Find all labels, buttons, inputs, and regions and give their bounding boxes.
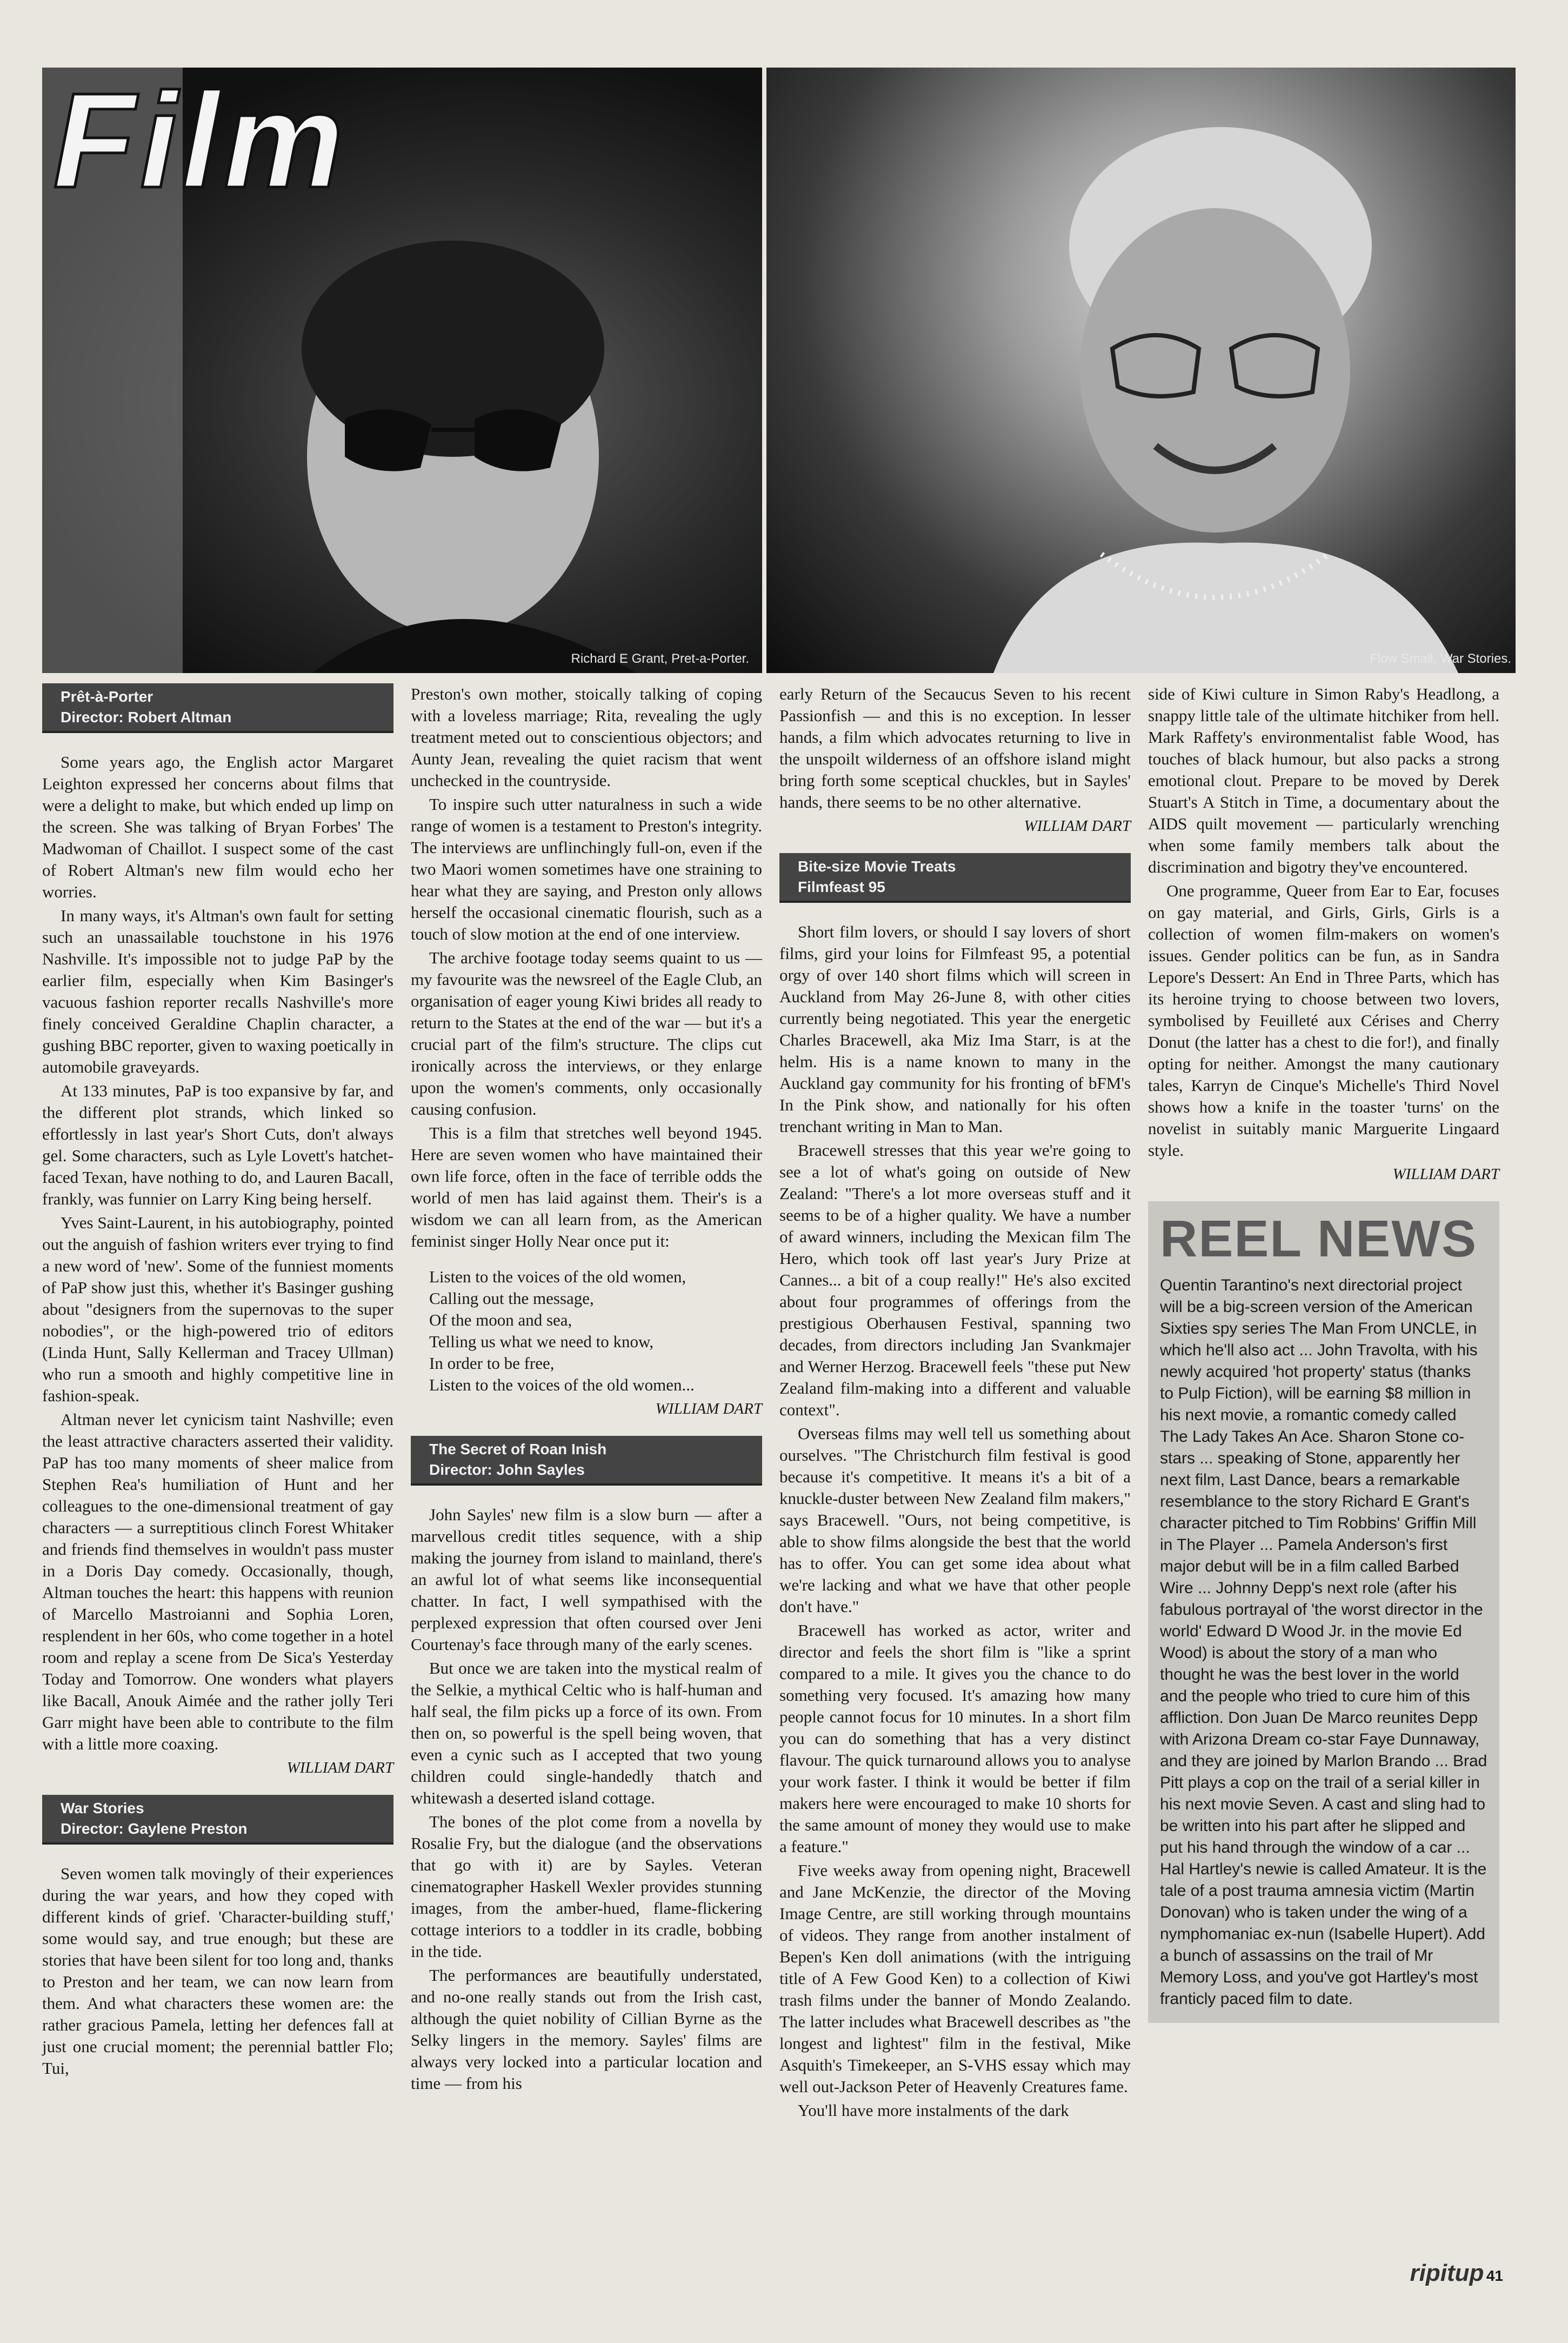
portrait-smiling-woman — [766, 68, 1516, 673]
reel-news-box — [1148, 1201, 1499, 2023]
paragraph: Short film lovers, or should I say lovers of short films, gird your loins for Filmfeast 95, a potential orgy of over 140 short films which will screen in Auckland from May 26-June 8, with other cities currently being negotiated. This year the energetic Charles Bracewell, aka Miz Ima Starr, is at the helm. His is a name known to many in the Auckland gay community for his fronting of bFM's In the Pink show, and nationally for his often trenchant writing in Man to Man. — [779, 922, 1131, 1136]
byline: WILLIAM DART — [1024, 817, 1131, 835]
photo-flow-small — [766, 68, 1516, 673]
right-photo-caption: Flow Small, War Stories. — [1370, 651, 1511, 666]
paragraph: This is a film that stretches well beyond 1945. Here are seven women who have maintained their own life force, often in the face of terrible odds the world of men has laid against them. Their's is a wisdom we can all learn from, as the American feminist singer Holly Near once put it: — [411, 1123, 762, 1250]
paragraph: The bones of the plot come from a novella by Rosalie Fry, but the dialogue (and the observations that go with it) are by Sayles. Veteran cinematographer Haskell Wexler provides stunning images, from the amber-hued, flame-flickering cottage interiors to a toddler in its cradle, bobbing in the tide. — [411, 1812, 762, 1961]
paragraph: But once we are taken into the mystical realm of the Selkie, a mythical Celtic who is half-human and half seal, the film picks up a force of its own. From then on, so powerful is the spell being woven, that even a cynic such as I accepted that two young children could single-handedly thatch and whitewash a deserted island cottage. — [411, 1659, 762, 1807]
paragraph: In many ways, it's Altman's own fault for setting such an unassailable touchstone in his 1976 Nashville. It's impossible not to judge PaP by the earlier film, especially when Kim Basinger's vacuous fashion reporter recalls Nashville's more finely conceived Geraldine Chaplin character, a gushing BBC reporter, given to waxing poetically in automobile graveyards. — [42, 906, 393, 1076]
review-header-war-stories — [42, 1795, 393, 1845]
page-number: 41 — [1486, 2267, 1503, 2284]
byline: WILLIAM DART — [1392, 1166, 1499, 1183]
review-title: Prêt-à-Porter — [61, 688, 154, 705]
paragraph: Five weeks away from opening night, Bracewell and Jane McKenzie, the director of the Moving Image Centre, are still working through mountains of videos. They range from another instalment of Bepen's Ken doll animations (with the intriguing title of A Few Good Ken) to a collection of Kiwi trash films under the banner of Mondo Zealando. The latter includes what Bracewell describes as "the longest and lightest" film in the festival, Mike Asquith's Timekeeper, an S-VHS essay which may well out-Jackson Peter of Heavenly Creatures fame. — [779, 1861, 1131, 2096]
poem — [429, 1266, 762, 1396]
paragraph: To inspire such utter naturalness in such a wide range of women is a testament to Preston's integrity. The interviews are unflinchingly full-on, even if the two Maori women sometimes have one straining to hear what they are saying, and Preston only allows herself the occasional cinematic flourish, such as a touch of slow motion at the end of one interview. — [411, 795, 762, 943]
paragraph: Some years ago, the English actor Margaret Leighton expressed her concerns about films that were a delight to make, but which ended up limp on the screen. She was talking of Bryan Forbes' The Madwoman of Chaillot. I suspect some of the cast of Robert Altman's new film would echo her worries. — [42, 753, 393, 901]
review-title: War Stories — [61, 1800, 144, 1816]
review-director: Director: Gaylene Preston — [61, 1820, 248, 1837]
reel-news-text: Quentin Tarantino's next directorial project will be a big-screen version of the American Sixties spy series The Man From UNCLE, in which he'll also act ... John Travolta, with his newly acquired 'hot property' status (thanks to Pulp Fiction), will be earning $8 million in his next movie, a romantic comedy called The Lady Takes An Ace. Sharon Stone co-stars ... speaking of Stone, apparently her next film, Last Dance, bears a remarkable resemblance to the story Richard E Grant's character pitched to Tim Robbins' Griffin Mill in The Player ... Pamela Anderson's first major debut will be in a film called Barbed Wire ... Johnny Depp's next role (after his fabulous portrayal of 'the worst director in the world' Edward D Wood Jr. in the movie Ed Wood) is about the story of a man who thought he was the best lover in the world and the people who tried to cure him of this affliction. Don Juan De Marco reunites Depp with Arizona Dream co-star Faye Dunnaway, and they are joined by Marlon Brando ... Brad Pitt plays a cop on the trail of a serial killer in his next movie Seven. A cast and sling had to be written into his part after he slipped and put his hand through the window of a car ... Hal Hartley's newie is called Amateur. It is the tale of a post trauma amnesia victim (Martin Donovan) who is taken under the wing of a nymphomaniac ex-nun (Isabelle Hupert). Add a bunch of assassins on the trail of Mr Memory Loss, and you've got Hartley's most franticly paced film to date. — [1160, 1276, 1487, 2008]
column-4 — [1148, 683, 1499, 2023]
section-title: Film — [53, 68, 348, 216]
paragraph: Altman never let cynicism taint Nashville; even the least attractive characters asserted their validity. PaP has too many moments of sheer malice from Stephen Rea's humiliation of Hunt and her colleagues to the one-dimensional treatment of gay characters — a surreptitious clinch Forest Whitaker and friends find themselves in wouldn't pass muster in a Doris Day comedy. Occasionally, though, Altman touches the heart: this happens with reunion of Marcello Mastroianni and Sophia Loren, resplendent in her 60s, who come together in a hotel room and replay a scene from De Sica's Yesterday Today and Tomorrow. One wonders what players like Bacall, Anouk Aimée and the rather jolly Teri Garr might have been able to contribute to the film with a little more coaxing. — [42, 1410, 393, 1753]
paragraph: Bracewell has worked as actor, writer and director and feels the short film is "like a sprint compared to a mile. It gives you the chance to do something very focused. It's amazing how many people cannot focus for 10 minutes. In a short film you can do something that has a very distinct flavour. The quick turnaround allows you to analyse your work faster. I think it would be better if film makers here were encouraged to make 10 shorts for the same amount of money they would use to make a feature." — [779, 1621, 1131, 1856]
feature-header-filmfeast — [779, 853, 1131, 903]
byline: WILLIAM DART — [655, 1400, 762, 1417]
poem-line: Of the moon and sea, — [429, 1310, 572, 1329]
paragraph: One programme, Queer from Ear to Ear, focuses on gay material, and Girls, Girls, Girls is a collection of women film-makers on women's issues. Gender politics can be fun, as in Sandra Lepore's Dessert: An End in Three Parts, which has its heroine trying to choose between two lovers, symbolised by Feuilleté aux Cérises and Cherry Donut (the latter has a chest to die for!), and finally opting for neither. Amongst the many cautionary tales, Karryn de Cinque's Michelle's Third Novel shows how a knife in the toaster 'turns' on the novelist in suitably manic Marguerite Lingaard style. — [1148, 881, 1499, 1160]
column-1 — [42, 683, 393, 2081]
paragraph: The archive footage today seems quaint to us — my favourite was the newsreel of the Eagle Club, an organisation of eager young Kiwi brides all ready to return to the States at the end of the war — but it's a crucial part of the film's structure. The clips cut ironically across the interviews, or they enlarge upon the women's comments, only occasionally causing confusion. — [411, 948, 762, 1119]
poem-line: In order to be free, — [429, 1354, 555, 1373]
review-director: Director: Robert Altman — [61, 709, 232, 725]
photo-banner — [42, 68, 1516, 673]
byline: WILLIAM DART — [286, 1759, 393, 1776]
poem-line: Listen to the voices of the old women, — [429, 1267, 686, 1286]
poem-line: Telling us what we need to know, — [429, 1332, 654, 1351]
poem-line: Calling out the message, — [429, 1289, 594, 1308]
page-footer — [1410, 2260, 1503, 2287]
column-2 — [411, 683, 762, 2096]
column-3 — [779, 683, 1131, 2124]
paragraph: You'll have more instalments of the dark — [798, 2101, 1069, 2120]
review-title: The Secret of Roan Inish — [429, 1441, 607, 1457]
review-director: Director: John Sayles — [429, 1461, 585, 1478]
paragraph: John Sayles' new film is a slow burn — after a marvellous credit titles sequence, with a ship making the journey from island to mainland, there's an awful lot of what seems like inconsequential chatter. In fact, I well sympathised with the perplexed expression that often coursed over Jeni Courtenay's face through many of the early scenes. — [411, 1505, 762, 1654]
review-header-pret-a-porter — [42, 683, 393, 733]
left-photo-caption: Richard E Grant, Pret-a-Porter. — [571, 651, 749, 666]
feature-subtitle: Filmfeast 95 — [798, 878, 885, 895]
paragraph: At 133 minutes, PaP is too expansive by far, and the different plot strands, which linked so effortlessly in last year's Short Cuts, don't always gel. Some characters, such as Lyle Lovett's hatchet-faced Texan, have nothing to do, and Lauren Bacall, frankly, was funnier on Larry King being herself. — [42, 1081, 393, 1208]
photo-richard-e-grant — [42, 68, 762, 673]
review-header-roan-inish — [411, 1436, 762, 1486]
paragraph: The performances are beautifully understated, and no-one really stands out from the Irish cast, although the quiet nobility of Cillian Byrne as the Selky lingers in the memory. Sayles' films are always very locked into a particular location and time — from his — [411, 1966, 762, 2093]
magazine-logo: ripitup — [1410, 2260, 1484, 2286]
paragraph: Bracewell stresses that this year we're going to see a lot of what's going on outside of New Zealand: "There's a lot more overseas stuff and it seems to be of a higher quality. We have a number of award winners, including the Mexican film The Hero, which took off last year's Jury Prize at Cannes... a bit of a coup really!" He's also excited about four programmes of offerings from the prestigious Oberhausen Festival, spanning two decades, from directors including Jan Svankmajer and Werner Herzog. Bracewell feels "these put New Zealand film-making into a different and valuable context". — [779, 1141, 1131, 1419]
paragraph: Overseas films may well tell us something about ourselves. "The Christchurch film festival is good because it's competitive. It means it's a bit of a knuckle-duster between New Zealand film makers," says Bracewell. "Ours, not being competitive, is able to show films alongside the best that the world has to offer. You can get some idea about what we're lacking and what we have that other people don't have." — [779, 1424, 1131, 1616]
paragraph: Seven women talk movingly of their experiences during the war years, and how they coped with different kinds of grief. 'Character-building stuff,' some would say, and true enough; but these are stories that have been silent for too long and, thanks to Preston and her team, we can now learn from them. And what characters these women are: the rather gracious Pamela, letting her defences fall at just one crucial moment; the perennial battler Flo; Tui, — [42, 1864, 393, 2078]
paragraph: Preston's own mother, stoically talking of coping with a loveless marriage; Rita, revealing the ugly treatment meted out to conscientious objectors; and Aunty Jean, revealing the quiet racism that went unchecked in the countryside. — [411, 684, 762, 790]
paragraph: Yves Saint-Laurent, in his autobiography, pointed out the anguish of fashion writers ever trying to find a new word of 'new'. Some of the funniest moments of PaP show just this, whether it's Basinger gushing about "designers from the supernovas to the super nobodies", or the high-powered trio of editors (Linda Hunt, Sally Kellerman and Tracey Ullman) who run a smooth and highly competitive line in fashion-speak. — [42, 1213, 393, 1405]
paragraph: side of Kiwi culture in Simon Raby's Headlong, a snappy little tale of the ultimate hitchiker from hell. Mark Raffety's environmentalist fable Wood, has touches of black humour, but also packs a strong emotional clout. Prepare to be moved by Derek Stuart's A Stitch in Time, a documentary about the AIDS quilt movement — particularly wrenching when some family members talk about the discrimination and bigotry they've encountered. — [1148, 684, 1499, 876]
poem-line: Listen to the voices of the old women... — [429, 1375, 695, 1394]
reel-news-title: REEL NEWS — [1160, 1210, 1477, 1268]
paragraph: early Return of the Secaucus Seven to his recent Passionfish — and this is no exception. In lesser hands, a film which advocates returning to live in the unspoilt wilderness of an offshore island might bring forth some sceptical chuckles, but in Sayles' hands, there seems to be no other alternative. — [779, 684, 1131, 811]
feature-title: Bite-size Movie Treats — [798, 858, 956, 875]
